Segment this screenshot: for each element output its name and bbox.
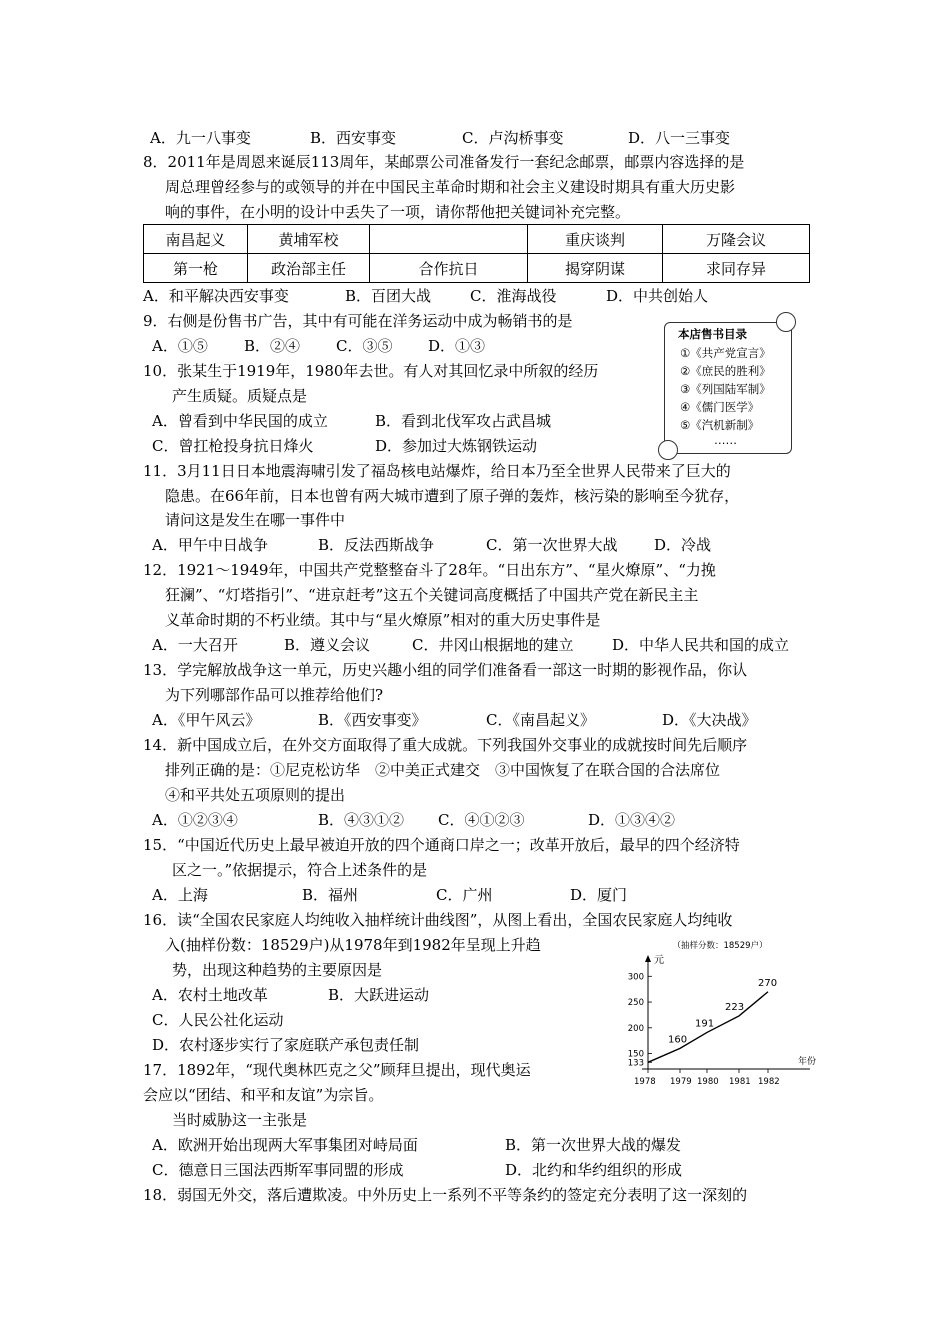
q14-option-a[interactable]: A．①②③④ — [152, 811, 238, 829]
q17-option-a[interactable]: A．欧洲开始出现两大军事集团对峙局面 — [152, 1136, 418, 1154]
q14-option-d[interactable]: D．①③④② — [588, 811, 676, 829]
table-cell: 揭穿阴谋 — [528, 254, 663, 283]
q15-option-d[interactable]: D．厦门 — [570, 886, 628, 904]
x-tick-label: 1978 — [634, 1077, 656, 1087]
q11-stem-line3: 请问这是发生在哪一事件中 — [165, 511, 346, 529]
y-axis-arrow — [645, 955, 651, 962]
q8-option-a[interactable]: A．和平解决西安事变 — [143, 287, 289, 305]
x-tick-label: 1979 — [670, 1077, 692, 1087]
y-tick-label: 300 — [627, 972, 644, 983]
q11-stem-line1: 11．3月11日日本地震海啸引发了福岛核电站爆炸，给日本乃至全世界人民带来了巨大的 — [143, 462, 731, 480]
q8-option-b[interactable]: B．百团大战 — [345, 287, 432, 305]
q16-option-b[interactable]: B．大跃进运动 — [328, 986, 430, 1004]
q7-option-b[interactable]: B．西安事变 — [310, 129, 397, 147]
x-tick-label: 1982 — [758, 1077, 780, 1087]
y-tick-label: 150 — [627, 1049, 644, 1060]
y-tick-label: 133 — [627, 1058, 644, 1069]
bookshop-ad-scroll — [658, 312, 796, 460]
q15-stem-line2: 区之一。”依据提示，符合上述条件的是 — [172, 861, 428, 879]
data-label: 160 — [668, 1034, 688, 1046]
q10-option-d[interactable]: D．参加过大炼钢铁运动 — [375, 437, 538, 455]
q15-option-c[interactable]: C．广州 — [436, 886, 493, 904]
q10-option-a[interactable]: A．曾看到中华民国的成立 — [152, 412, 328, 430]
q14-stem-line1: 14．新中国成立后，在外交方面取得了重大成就。下列我国外交事业的成就按时间先后顺序 — [143, 736, 748, 754]
q11-option-a[interactable]: A．甲午中日战争 — [152, 536, 268, 554]
table-cell: 黄埔军校 — [248, 225, 370, 254]
q9-option-a[interactable]: A．①⑤ — [152, 337, 208, 355]
q15-option-a[interactable]: A．上海 — [152, 886, 208, 904]
q13-option-a[interactable]: A．《甲午风云》 — [152, 711, 261, 729]
q16-stem-line1: 16．读“全国农民家庭人均纯收入抽样统计曲线图”，从图上看出，全国农民家庭人均纯收 — [143, 911, 733, 929]
y-tick-label: 250 — [627, 998, 644, 1009]
ad-title: 本店售书目录 — [678, 327, 747, 341]
q13-stem-line2: 为下列哪部作品可以推荐给他们? — [165, 686, 384, 704]
ad-book-ellipsis: …… — [714, 433, 737, 447]
q12-option-b[interactable]: B．遵义会议 — [284, 636, 371, 654]
q15-option-b[interactable]: B．福州 — [302, 886, 359, 904]
q17-option-c[interactable]: C．德意日三国法西斯军事同盟的形成 — [152, 1161, 404, 1179]
ad-book-item: ⑤《汽机新制》 — [680, 418, 760, 432]
x-axis-label: 年份 — [798, 1057, 817, 1067]
table-cell: 重庆谈判 — [528, 225, 663, 254]
q14-stem-line3: ④和平共处五项原则的提出 — [165, 786, 346, 804]
q13-option-c[interactable]: C．《南昌起义》 — [486, 711, 595, 729]
q18-stem-line1: 18．弱国无外交，落后遭欺凌。中外历史上一系列不平等条约的签定充分表明了这一深刻的 — [143, 1186, 748, 1204]
q11-stem-line2: 隐患。在66年前，日本也曾有两大城市遭到了原子弹的轰炸，核污染的影响至今犹存， — [165, 487, 740, 505]
q10-option-b[interactable]: B．看到北伐军攻占武昌城 — [375, 412, 552, 430]
q9-option-d[interactable]: D．①③ — [428, 337, 486, 355]
scroll-roll-bottom — [658, 440, 678, 460]
data-label: 223 — [725, 1001, 745, 1013]
q8-stem-line3: 响的事件，在小明的设计中丢失了一项，请你帮他把关键词补充完整。 — [165, 203, 631, 221]
q8-stem-line1: 8．2011年是周恩来诞辰113周年，某邮票公司准备发行一套纪念邮票，邮票内容选择的是 — [143, 153, 745, 171]
q13-option-b[interactable]: B．《西安事变》 — [318, 711, 427, 729]
q17-option-b[interactable]: B．第一次世界大战的爆发 — [505, 1136, 682, 1154]
q11-option-d[interactable]: D．冷战 — [654, 536, 712, 554]
q11-option-c[interactable]: C．第一次世界大战 — [486, 536, 618, 554]
ad-book-item: ③《列国陆军制》 — [680, 382, 771, 396]
missing-keyword-cell[interactable] — [370, 225, 528, 254]
q15-stem-line1: 15．“中国近代历史上最早被迫开放的四个通商口岸之一；改革开放后，最早的四个经济特 — [143, 836, 740, 854]
ad-book-item: ④《儒门医学》 — [680, 400, 760, 414]
q14-option-c[interactable]: C．④①②③ — [438, 811, 525, 829]
q7-option-a[interactable]: A．九一八事变 — [150, 129, 251, 147]
data-label: 270 — [758, 977, 778, 989]
q13-stem-line1: 13．学完解放战争这一单元，历史兴趣小组的同学们准备看一部这一时期的影视作品，你认 — [143, 661, 748, 679]
q16-option-d[interactable]: D．农村逐步实行了家庭联产承包责任制 — [152, 1036, 420, 1054]
chart-title: （抽样分数：18529户） — [672, 941, 768, 951]
q12-option-c[interactable]: C．井冈山根据地的建立 — [412, 636, 574, 654]
q16-option-a[interactable]: A．农村土地改革 — [152, 986, 268, 1004]
q8-stem-line2: 周总理曾经参与的或领导的并在中国民主革命时期和社会主义建设时期具有重大历史影 — [165, 178, 736, 196]
q17-stem-line1: 17．1892年，“现代奥林匹克之父”顾拜旦提出，现代奥运 — [143, 1061, 531, 1079]
income-line-chart — [612, 936, 824, 1096]
q10-stem-line2: 产生质疑。质疑点是 — [172, 387, 308, 405]
q12-option-a[interactable]: A．一大召开 — [152, 636, 238, 654]
ad-book-item: ②《庶民的胜利》 — [680, 364, 771, 378]
table-cell: 政治部主任 — [248, 254, 370, 283]
q17-stem-line2: 会应以“团结、和平和友谊”为宗旨。 — [143, 1086, 384, 1104]
keyword-table — [143, 224, 810, 283]
q12-stem-line1: 12．1921～1949年，中国共产党整整奋斗了28年。“日出东方”、“星火燎原”、“力挽 — [143, 561, 716, 579]
q12-option-d[interactable]: D．中华人民共和国的成立 — [612, 636, 790, 654]
ad-book-item: ①《共产党宣言》 — [680, 346, 771, 360]
table-cell: 万隆会议 — [663, 225, 810, 254]
table-cell: 第一枪 — [144, 254, 248, 283]
x-tick-label: 1981 — [729, 1077, 751, 1087]
q14-stem-line2: 排列正确的是：①尼克松访华 ②中美正式建交 ③中国恢复了在联合国的合法席位 — [165, 761, 721, 779]
q10-stem-line1: 10．张某生于1919年，1980年去世。有人对其回忆录中所叙的经历 — [143, 362, 599, 380]
y-tick-label: 200 — [627, 1023, 644, 1034]
q17-option-d[interactable]: D．北约和华约组织的形成 — [505, 1161, 683, 1179]
table-cell: 求同存异 — [663, 254, 810, 283]
table-cell: 南昌起义 — [144, 225, 248, 254]
q12-stem-line3: 义革命时期的不朽业绩。其中与“星火燎原”相对的重大历史事件是 — [165, 611, 601, 629]
x-tick-label: 1980 — [697, 1077, 719, 1087]
q14-option-b[interactable]: B．④③①② — [318, 811, 405, 829]
table-cell: 合作抗日 — [370, 254, 528, 283]
q8-option-c[interactable]: C．淮海战役 — [470, 287, 557, 305]
q17-stem-line3: 当时威胁这一主张是 — [172, 1111, 308, 1129]
q7-option-d[interactable]: D．八一三事变 — [628, 129, 731, 147]
q9-stem: 9．右侧是份售书广告，其中有可能在洋务运动中成为畅销书的是 — [143, 312, 573, 330]
q8-option-d[interactable]: D．中共创始人 — [606, 287, 709, 305]
scroll-roll-top — [776, 312, 796, 332]
q9-option-b[interactable]: B．②④ — [244, 337, 301, 355]
q10-option-c[interactable]: C．曾扛枪投身抗日烽火 — [152, 437, 314, 455]
q12-stem-line2: 狂澜”、“灯塔指引”、“进京赶考”这五个关键词高度概括了中国共产党在新民主主 — [165, 586, 699, 604]
q11-option-b[interactable]: B．反法西斯战争 — [318, 536, 435, 554]
data-label: 191 — [695, 1018, 715, 1030]
q16-option-c[interactable]: C．人民公社化运动 — [152, 1011, 284, 1029]
y-axis-label: 元 — [654, 955, 664, 966]
q9-option-c[interactable]: C．③⑤ — [336, 337, 393, 355]
q16-stem-line2: 入(抽样份数：18529户)从1978年到1982年呈现上升趋 — [165, 936, 541, 954]
q13-option-d[interactable]: D．《大决战》 — [662, 711, 757, 729]
q16-stem-line3: 势，出现这种趋势的主要原因是 — [172, 961, 383, 979]
q7-option-c[interactable]: C．卢沟桥事变 — [462, 129, 564, 147]
